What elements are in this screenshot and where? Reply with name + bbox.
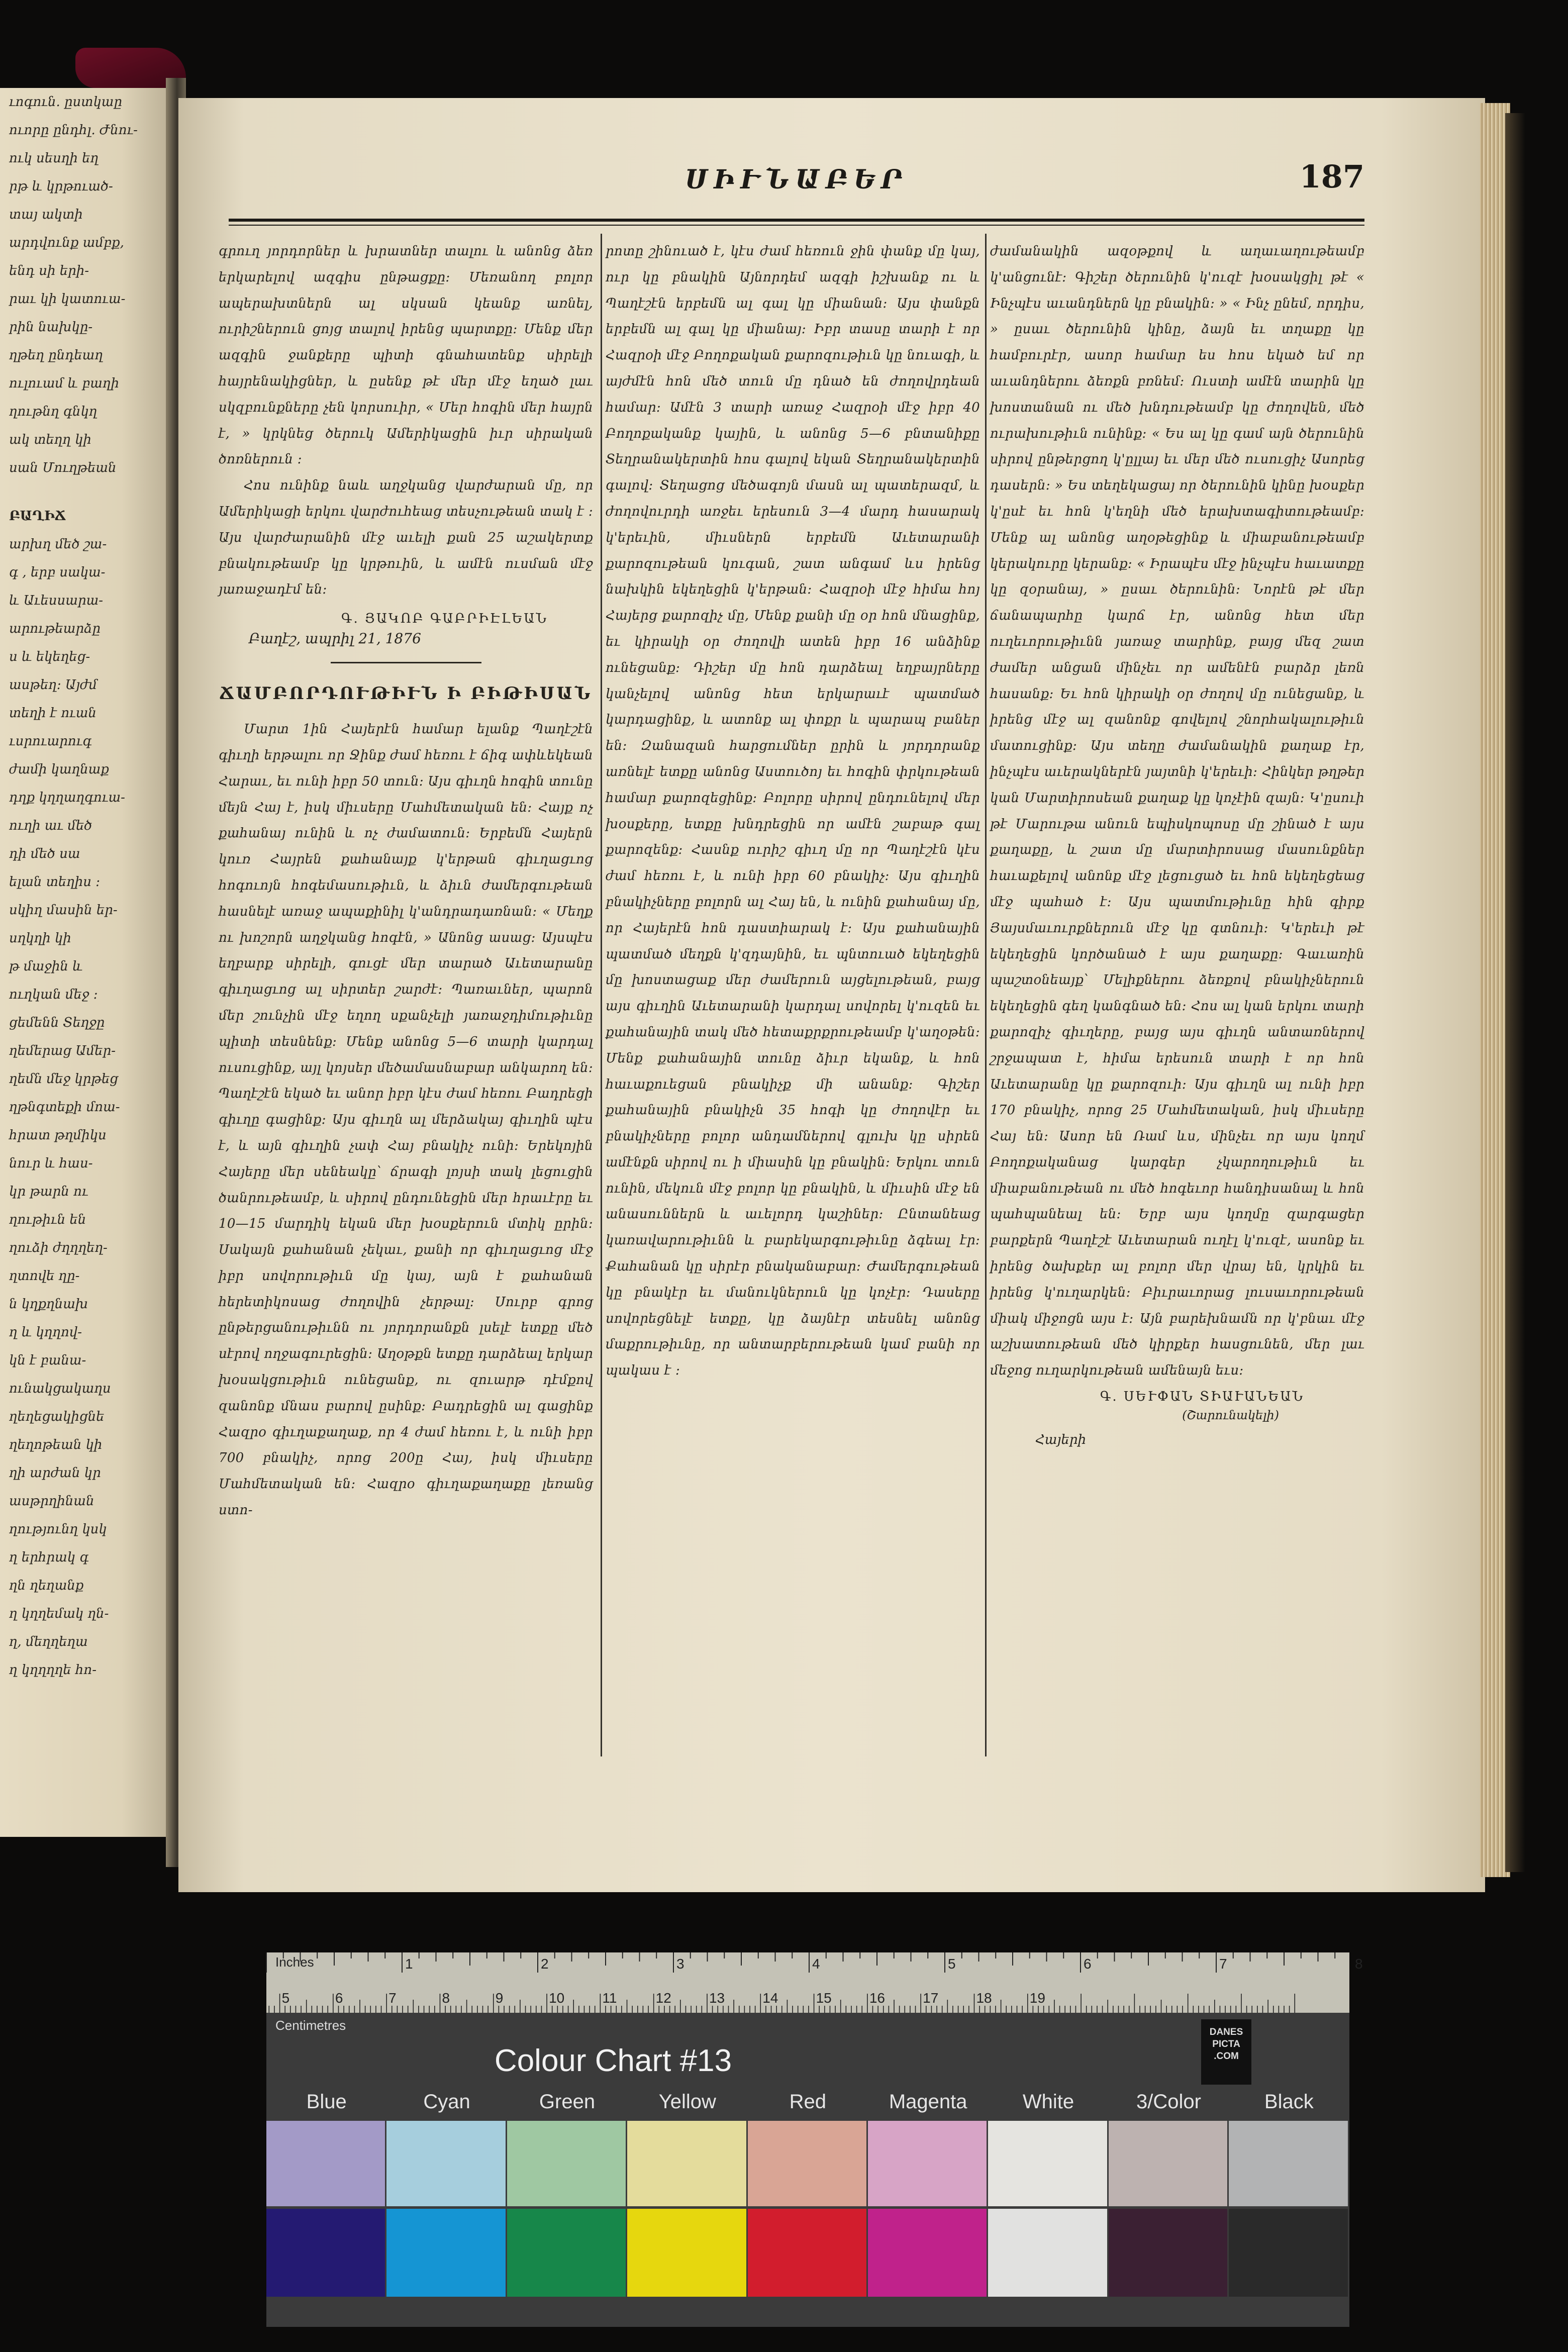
left-page-line: ղթեղ ընդեաղ [9, 348, 103, 363]
swatch-light [1229, 2121, 1349, 2206]
swatch-light [988, 2121, 1108, 2206]
swatch-dark [507, 2209, 627, 2297]
ruler-inch-number: 4 [812, 1956, 820, 1972]
column-1-paragraph-3: Մարտ 1ին Հայերէն համար ելանք Պաղէշէն գիւղի երթալու որ Ջինք ժամ հեռու է ճիգ ափևեկեան Հարաւ, եւ ունի իբր 50 տուն։ Այս գիւղն հոգին տունը մեյն Հայ է, իսկ միւսերը Մահմետական են։ Հայք ոչ քահանայ ունին և ոչ ժամատուն։ Երբեմն Հայերն կուռ Հայրեն քահանայք կ'երթան գիւղացւոց հոգուոյն հոգեմասութիւն, և ձիւն ժամերգութեան հասնելէ առաջ ապաքինիլ կ'անդրադառնան։ « Մեղք ու խոշորն աղջկանց հոգէն, » Անոնց ասաց։ Այսպէս եղբարք սիրելի, գուցէ մեր տարած Աւետարանը գիւղացւոց ալ սիրտեր շարժէ։ Պառաւներ, պարոն մեր շունչին մէջ եղող սքանչելի յառաջդիմութիւնը պիտի տեսնենք։ Մենք անոնց 5—6 տարի կարդալ ուսուցինք, այլ կոյսեր մեծամասնաբար անկարող են։ Պաղէշէն եկած եւ անոր իբր կէս ժամ հեռու Բադրեցի գիւղը գացինք։ Այս գիւղն ալ մերձակայ գիւղին պէս է, և այն գիւղին չափ Հայ բնակիչ ունի։ Երեկոյին Հայերը մեր սենեակը՝ ճրագի լոյսի տակ լեցուցին ծանրութեամբ, և սիրով ընդունեցին մեր հրաւէրը եւ 10—15 մարդիկ եկան մեր խօսքերուն մտիկ ըրին։ Սակայն քահանան չեկաւ, քանի որ գիւղացւոց մէջ իբր սովորութիւն մը կայ, այն է քահանան հերետիկոսաց ժողովին չերթալ։ Սուրբ գրոց ընթերցանութիւնն ու յորդորանքն լսելէ ետքը մեծ սէրով ողջագուրեցին։ Աղօթքն ետքը դարձեալ երկար խօսակցութիւն ունեցանք, ու զուարթ դէմքով զանոնք մնաս բարով ըսինք։ Բադրեցին ալ գացինք Հազրօ գիւղաքաղաք, որ 4 ժամ հեռու է, և ունի իբր 700 բնակիչ, որոց 200ը Հայ, իսկ միւսերը Մահմետական են։ Հազրօ գիւղաքաղաքը լեռանց ստո- [219, 722, 593, 1518]
left-page-line: ցեմենն Տեղջը [9, 1015, 105, 1030]
ruler-cm-number: 9 [495, 1990, 504, 2006]
left-page-line: կր թարն ու [9, 1184, 88, 1199]
left-page-line: ելան տեղիս ։ [9, 874, 101, 890]
left-page-line: սղկղի կի [9, 931, 71, 946]
left-page-line: ԲԱՂԻՃ [9, 509, 66, 524]
ruler-cm-number: 12 [655, 1990, 671, 2006]
left-page-line: սան Մուղթեան [9, 460, 117, 475]
left-page-line: ւսրուարուգ [9, 734, 92, 749]
ruler-cm-number: 14 [762, 1990, 778, 2006]
swatch-light [266, 2121, 386, 2206]
left-page-line: ուկ սեսղի եղ [9, 151, 99, 166]
left-page-line: ժամի կաղնաք [9, 762, 109, 777]
ruler-ticks [266, 1952, 1363, 2013]
left-page-line: արդվունք ամբք, [9, 235, 124, 250]
left-page-line: ղ կղղղղե հո- [9, 1662, 97, 1678]
left-page-line: ունակցակաղս [9, 1381, 111, 1396]
left-page-line: րին նախկը- [9, 320, 93, 335]
swatch-labels [266, 2091, 1349, 2118]
text-column-3 [990, 239, 1364, 1746]
swatch-label: Cyan [423, 2091, 470, 2113]
swatch-label: 3/Color [1136, 2091, 1201, 2113]
section-heading: ՃԱՄԲՈՐԴՈՒԹԻՒՆ Ի ԲԻԹԻՍԱՆ [219, 683, 593, 704]
ruler-cm-number: 17 [923, 1990, 939, 2006]
left-page-line: ն կղքղնախ [9, 1297, 88, 1312]
left-page-line: ղեղեցակիցնե [9, 1409, 105, 1424]
right-page [178, 98, 1485, 1892]
left-page-line: ղ երհրակ գ [9, 1550, 89, 1565]
ruler-cm-number: 16 [869, 1990, 886, 2006]
running-head [229, 153, 1364, 229]
column-1-paragraph-2: Հոս ունինք նաև աղջկանց վարժարան մը, որ Ամերիկացի երկու վարժուհեաց տեսչութեան տակ է ։ Այս վարժարանին մէջ աւելի քան 25 աշակերտք բնակութեամբ կը կրթուին, և ամէն ուսման մէջ յառաջադէմ են։ [219, 478, 593, 598]
swatch-dark [1109, 2209, 1229, 2297]
left-page-line: ղեմերաց Ամեր- [9, 1043, 116, 1058]
text-column-2 [606, 239, 980, 1746]
left-page-line: ուլուամ և բաղի [9, 376, 120, 391]
page-shadow [1505, 113, 1525, 1872]
column-1-dateline: Բաղէշ, ապրիլ 21, 1876 [249, 630, 421, 647]
column-1-paragraph-1: գրուղ յորդորներ և խրատներ տալու և անոնց ձեռ երկարելով ազգիս ընթացքը։ Մեռանող բոլոր ապերախտներն ալ սկսան կեանք առնել, ուրիշներուն ցոյց տալով իրենց պարտքը։ Մենք մեր ազգին ջանքերը պիտի գնահատենք սիրելի հայրենակիցներ, և ըսենք թէ մեր մէջ եղած լաւ սկզբունքները չեն կորսուիր, « Մեր հոգին մեր հայրն է, » կրկնեց ծերուկ Ամերիկացին իւր սիրական ծոռներուն ։ [219, 244, 593, 467]
ruler-inch-number: 5 [948, 1956, 956, 1972]
catchword: Հայերի [1035, 1432, 1086, 1448]
brand-line-1: DANES [1209, 2027, 1243, 2037]
left-page-line: ղութնղ գնկղ [9, 404, 97, 419]
ruler-cm-number: 8 [442, 1990, 450, 2006]
left-page-line: ս և եկեղեց- [9, 649, 90, 664]
left-page [0, 88, 173, 1837]
column-2-paragraph-1: րոտը շինուած է, կէս ժամ հեռուն ջին փանք մը կայ, ուր կը բնակին Այնորդեմ ազգի իշխանք ու և Պաղէշէն երբեմն ալ գալ կը միանան։ Այս փանքն երբեմն ալ գալ կը միանայ։ Իբր տասը տարի է որ Հազրօի մէջ Բողոքական քարոզութիւն կը նուագի, և այժմէն հոն մեծ տուն մը դնած են ժողովրդեան համար։ Ամէն 3 տարի առաջ Հազրօի մէջ իբր 40 Բողոքականք կային, և անոնց 5—6 բնտանիքը Տեղրանակերտին հոս գալով եկան Տեղրանակերտին գալով։ Տեղացոց մեծագոյն մասն ալ պատերազմ, և ժողովուրդի առջեւ երեսուն 3—4 մարդ հասարակ կ'երեւին, միւսներն երբեմն Աւետարանի քարոզութեան կուգան, շատ անգամ ևս իրենց նախկին եկեղեցին կ'երթան։ Հազրօի մէջ հիմա հոյ Հայերց քարոզիչ մը, Մենք քանի մը օր հոն մնացինք, եւ կիրակի օր ժողովի ատեն իբր 16 անձինք ունեցանք։ Դիշեր մը հոն դարձեալ եղբայրները կանչելով անոնց հետ երկարաւէ պատմած կարդացինք, և ատոնք ալ փոքր և պարապ բաներ են։ Զանազան հարցումներ ըրին և յորդորանք առնելէ ետքը անոնց Աստուծոյ եւ հոգին փրկութեան համար քարոզեցինք։ Բոլորը սիրով ընդունելով մեր խօսքերը, ետքը խնդրեցին որ ամէն շաբաթ գալ քարոզենք։ Հասնք ուրիշ գիւղ մը որ Պաղէշէն կէս ժամ հեռու է, և ունի իբր 60 բնակիչ։ Այս գիւղին բնակիչները բոլորն ալ Հայ են, և ունին քահանայ մը, որ Հայերէն հոն դաստիարակ է։ Այս քահանային պատմած մեղքն կ'զդայնին, եւ պնտուած եկեղեցին մը խոստացաք մեր ժամերուն այցելութեան, բայց այս գիւղին Աւետարանի կարդալ սովորել կ'ուզեն եւ քահանային տակ մեծ հետաքրքրութեամբ կ'աղօթեն։ Մենք քահանային տունը ձիւր եկանք, և հոն հաւաքուեցան բնակիչք մի անանք։ Գիշեր քահանային բնակիչն 35 հոգի կը ժողովէր եւ բնակիչները բոլոր անդամներով գլուխ կը սիրեն ամէնքն սիրով ու ի միասին կը բնակին։ Երկու տուն ունին, մեկուն մէջ բոլոր կը բնակին, և միւսին մէջ են անասուններն և աւելորդ կաշիներ։ Ընտանեաց կառավարութիւնն և բարեկարգութիւնը ձգեալ էր։ Քահանան կը սիրէր բնականաբար։ Ժամերգութեան կը բնակէր եւ մանուկներուն կը կոչէր։ Դասերը սովորեցնելէ ետքը, կը ձայնէր տեսնել անոնց մաքրութիւնը, որ անտարբերութեան կամ բանի որ պակաս է ։ [606, 244, 980, 1379]
left-page-line: դղք կղղաղգուա- [9, 790, 125, 805]
column-rule-2 [985, 234, 987, 1756]
ruler-cm-number: 11 [602, 1990, 617, 2006]
left-page-line: ղությունղ կսկ [9, 1522, 107, 1537]
swatch-label: Green [539, 2091, 596, 2113]
left-page-line: ուղկան մեջ ։ [9, 987, 98, 1002]
swatch-dark [868, 2209, 988, 2297]
left-page-line: րաւ կի կատուա- [9, 291, 126, 307]
swatch-dark [627, 2209, 747, 2297]
left-page-line: արխղ մեծ շա- [9, 537, 107, 552]
swatch-label: Magenta [889, 2091, 967, 2113]
swatch-light [748, 2121, 868, 2206]
ruler-inch-number: 7 [1219, 1956, 1227, 1972]
swatch-dark [1229, 2209, 1349, 2297]
left-page-line: ուորը ընդհլ. Ժնու- [9, 123, 138, 138]
ruler-inch-number: 2 [541, 1956, 549, 1972]
swatch-light [627, 2121, 747, 2206]
left-page-line: հրատ թղմիկս [9, 1128, 107, 1143]
left-page-line: ղ և կղղով- [9, 1325, 82, 1340]
column-3-signature: Գ. ՍԵՒՓԱՆ ՏԻԱՒԱՆԵԱՆ [1100, 1389, 1304, 1405]
left-page-line: թ մաջին և [9, 959, 83, 974]
left-page-line: ղի արժան կր [9, 1465, 101, 1481]
swatch-dark [748, 2209, 868, 2297]
left-page-line: ղն ղեղանք [9, 1578, 84, 1593]
colour-chart-title: Colour Chart #13 [494, 2043, 732, 2078]
swatch-light [868, 2121, 988, 2206]
ruler-inch-number: 3 [676, 1956, 684, 1972]
left-page-line: ղութիւն են [9, 1212, 86, 1227]
left-page-line: ենդ սի երի- [9, 263, 89, 278]
left-page-line: ղտովե ղը- [9, 1268, 80, 1284]
swatch-row-light [266, 2121, 1349, 2206]
swatch-dark [266, 2209, 386, 2297]
left-page-line: ասթրղինան [9, 1494, 94, 1509]
column-1-signature: Գ. ՅԱԿՈԲ ԳԱԲՐԻԷԼԵԱՆ [341, 611, 548, 627]
header-rule-thin [229, 225, 1364, 226]
swatch-label: Black [1264, 2091, 1314, 2113]
left-page-line: ղ կղղեմակ ղն- [9, 1606, 109, 1621]
ruler-cm-number: 18 [976, 1990, 992, 2006]
swatch-row-dark [266, 2209, 1349, 2297]
left-page-line: արութեարձը [9, 621, 101, 636]
colour-chart-card [266, 1952, 1363, 2327]
swatch-light [1109, 2121, 1229, 2206]
text-column-1 [219, 239, 593, 1746]
left-page-line: սկիղ մասին եր- [9, 903, 118, 918]
book-spread [0, 48, 1568, 1932]
left-page-line: նուր և հաս- [9, 1156, 93, 1171]
brand-logo [1201, 2019, 1251, 2085]
left-page-line: տայ ակտի [9, 207, 83, 222]
brand-line-3: .COM [1214, 2051, 1239, 2062]
ruler-centimetres-label: Centimetres [275, 2018, 346, 2033]
left-page-line: ուղի աւ մեծ [9, 818, 92, 833]
left-page-line: դի մեծ սա [9, 846, 80, 861]
page-number: 187 [1299, 158, 1364, 195]
left-page-line: ւոգուն. ըստկաը [9, 94, 122, 110]
left-page-line: ղեմն մեջ կրթեց [9, 1071, 118, 1087]
ruler-inch-number: 1 [405, 1956, 413, 1972]
ruler-cm-number: 6 [335, 1990, 343, 2006]
ruler-cm-number: 19 [1029, 1990, 1045, 2006]
section-separator [331, 662, 481, 663]
swatch-label: White [1022, 2091, 1074, 2113]
left-page-line: կն է բանա- [9, 1353, 86, 1368]
swatch-label: Red [789, 2091, 826, 2113]
continued-note: (Շարունակելի) [1182, 1408, 1279, 1423]
swatch-light [386, 2121, 507, 2206]
ruler-cm-number: 10 [549, 1990, 565, 2006]
left-page-line: տեղի է ուան [9, 706, 96, 721]
left-page-line: րթ և կրթուած- [9, 179, 113, 194]
ruler-inches-label: Inches [275, 1954, 314, 1970]
left-page-line: ղուձի ժղղղեղ- [9, 1240, 108, 1255]
ruler-cm-number: 7 [388, 1990, 397, 2006]
brand-line-2: PICTA [1212, 2039, 1240, 2049]
left-page-line: գ , երբ սակա- [9, 565, 106, 580]
column-3-paragraph-1: ժամանակին ազօթքով և աղաւաղութեամբ կ'անցունէ։ Գիշեր ծերունին կ'ուզէ խօսակցիլ թէ « Ինչպէս աւանդներն կը բնակին։ » « Ինչ ընեմ, որդիս, » ըսաւ ծերունին կինը, ձայն եւ տղաքը կը համբուրէր, ասոր համար ես հոս եկած եմ որ աւանդներու ձեռքն բռնեմ։ Ուստի ամէն տարին կը խոստանան ու մեծ խնդութեամբ կը ժողովեն, մեծ ուրախութիւն ունինք։ « Ես ալ կը գամ այն ծերունին սիրով ընթերցող կ'ըլլայ եւ մեր մեծ ուսուցիչ Ասորեց դասերն։ » Ես տեղեկացայ որ ծերունին կինը խօսքեր կ'ըսէ եւ հոն կ'եղնի մեծ երախտագիտութեամբ։ Մենք ալ անոնց աղօթեցինք և միաբանութեամբ կերակուրը կերանք։ « Իրապէս մէջ ինչպէս հաւատքը կը զօրանայ, » ըսաւ ծերունին։ Նորէն թէ մեր ճանապարհը կարճ էր, անոնց հետ մեր ուղեւորութիւնն յառաջ տարինք, բայց մեզ շատ ժամեր անցան մինչեւ որ ամենէն բարձր լեռն հասանք։ Եւ հոն կիրակի օր ժողով մը ունեցանք, և իրենց մէջ ալ զանոնք գովելով շնորհակալութիւն մատուցինք։ Այս տեղը ժամանակին քաղաք էր, ինչպէս աւերակներէն յայտնի կ'երեւի։ Հինկեր թղթեր կան Մարտիրոսեան քաղաք կը կոչէին զայն։ Կ'ըսուի թէ Մարութա անուն եպիսկոպոսը մը շինած է այս քաղաքը, և շատ մը մարտիրոսաց մասունքներ հաւաքելով անոնք մէջ լեցուցած եւ հոն եկեղեցեաց մէջ պահած է։ Այս պատմութիւնը հին գիրք Յայսմաւուրքներուն մէջ կը գտնուի։ Կ'երեւի թէ եկեղեցին կործանած է այս քաղաքը։ Գաւառին պաշտօնեայք՝ Մելիքներու ձեռքով բնակիչներուն եկեղեցին գեղ կանգնած են։ Հոս ալ կան երկու տարի քարոզիչ գիւղերը, բայց այս գիւղն անտառներով շրջապատ է, հիմա երեսուն տարի է որ հոն Աւետարանը կը քարոզուի։ Այս գիւղն ալ ունի իբր 170 բնակիչ, որոց 25 Մահմետական, իսկ միւսերը Հայ են։ Ասոր են Ռամ ևս, մինչեւ որ այս կողմ Բողոքականաց կարգեր չկարողութիւն եւ միաբանութեան ու մեծ հոգեւոր հանդիսանալ և հոն պահպանեալ են։ Երբ այս կողմը զարգացեր բարքերն Պաղէշէ Աւետարան ուղէլ կ'ուզէ, ասոնք եւ իրենց ծախքեր ալ բոլոր մեր վրայ են, կրկին եւ իրենց կ'ուղարկեն։ Բիւրաւորաց լուսաւորութեան միակ միջոցն այս է։ Այն բարեխնամն որ կ'բնաւ մէջ աշխատութեան մեծ կիրքեր հասցունեն, մեր լաւ մեջոց ուղարկութեան ամենայն եւս։ [990, 244, 1364, 1379]
header-rule-thick [229, 219, 1364, 222]
left-page-line: ակ տեղղ կի [9, 432, 91, 447]
swatch-light [507, 2121, 627, 2206]
left-page-line: ղթնգտեքի մոա- [9, 1100, 120, 1115]
ruler-cm-number: 5 [281, 1990, 290, 2006]
running-title: ՍԻՒՆԱԲԵՐ [684, 164, 909, 195]
left-page-line: ղ, մեղղեղա [9, 1634, 88, 1649]
column-rule-1 [601, 234, 602, 1756]
ruler-cm-number: 13 [709, 1990, 725, 2006]
swatch-dark [386, 2209, 507, 2297]
swatch-label: Yellow [658, 2091, 716, 2113]
left-page-line: ասթեղ։ Այժմ [9, 677, 97, 693]
ruler-cm-number: 15 [816, 1990, 832, 2006]
swatch-dark [988, 2209, 1108, 2297]
ruler-inch-number: 8 [1355, 1956, 1363, 1972]
swatch-label: Blue [306, 2091, 347, 2113]
left-page-line: ղեղոթեան կի [9, 1437, 103, 1452]
left-page-line: և Աւեսսարա- [9, 593, 104, 608]
ruler-inch-number: 6 [1084, 1956, 1092, 1972]
